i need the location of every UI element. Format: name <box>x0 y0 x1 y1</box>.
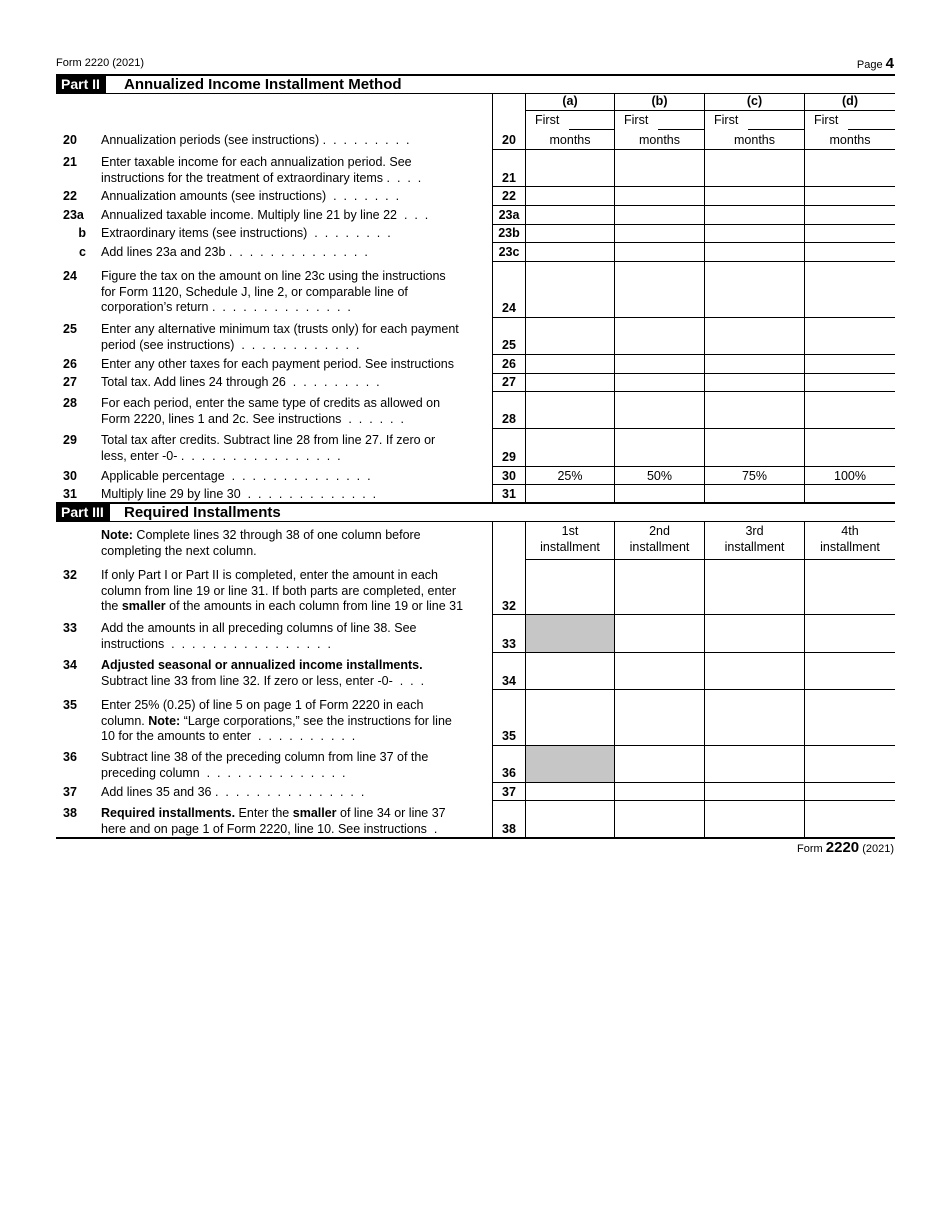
line-38-number: 38 <box>63 806 77 820</box>
line-22-text: Annualization amounts (see instructions) . . . . . . . <box>101 189 400 203</box>
line-23b-text: Extraordinary items (see instructions) . . . . . . . . <box>101 226 391 240</box>
line-27-text: Total tax. Add lines 24 through 26 . . . . . . . . . <box>101 375 380 389</box>
line-32-ref: 32 <box>502 599 516 613</box>
line-20-ref: 20 <box>502 133 516 147</box>
first-label-b: First <box>624 113 649 127</box>
part2-title: Annualized Income Installment Method <box>124 76 402 93</box>
installment-1-header: 1st installment <box>540 524 600 554</box>
row-rule-34 <box>492 689 895 690</box>
line-23a-text: Annualized taxable income. Multiply line 21 by line 22 . . . <box>101 208 429 222</box>
line-23a-ref: 23a <box>498 208 520 222</box>
line-35-ref: 35 <box>502 729 516 743</box>
column-b-header: (b) <box>651 94 668 108</box>
footer-form-number: 2220 <box>825 839 860 856</box>
line-33-ref: 33 <box>502 637 516 651</box>
first-blank-a[interactable] <box>569 129 614 130</box>
line-32-number: 32 <box>63 568 77 582</box>
line-37-number: 37 <box>63 785 77 799</box>
row-rule-24 <box>492 317 895 318</box>
line-25-text: Enter any alternative minimum tax (trusts only) for each payment period (see instructions) . . . . . . . . . . . . <box>101 322 459 352</box>
ref-col-left-rule <box>492 93 493 503</box>
line-27-number: 27 <box>63 375 77 389</box>
page-word: Page <box>856 59 883 71</box>
line-28-ref: 28 <box>502 412 516 426</box>
row-rule-36 <box>492 782 895 783</box>
p3-col-2-left-rule <box>614 521 615 838</box>
line-37-ref: 37 <box>502 785 516 799</box>
line-36-number: 36 <box>63 750 77 764</box>
row-rule-20 <box>492 149 895 150</box>
column-a-header: (a) <box>562 94 578 108</box>
line-22-ref: 22 <box>502 189 516 203</box>
part3-note: Note: Complete lines 32 through 38 of one column before completing the next column. <box>101 528 421 558</box>
first-label-a: First <box>535 113 560 127</box>
line-26-ref: 26 <box>502 357 516 371</box>
p3-col-4-left-rule <box>804 521 805 838</box>
row-rule-33 <box>492 652 895 653</box>
row-rule-27 <box>492 391 895 392</box>
row-rule-25 <box>492 354 895 355</box>
line-35-number: 35 <box>63 698 77 712</box>
line-29-text: Total tax after credits. Subtract line 28 from line 27. If zero or less, enter -0- . . . . . . . . . . . . . . . . <box>101 433 436 463</box>
row-rule-23a <box>492 224 895 225</box>
line-33-number: 33 <box>63 621 77 635</box>
col-d-left-rule <box>804 93 805 503</box>
months-label-c: months <box>734 133 775 147</box>
p3-col-1-left-rule <box>525 521 526 838</box>
line-30-percent-c: 75% <box>741 469 768 483</box>
line-30-text: Applicable percentage . . . . . . . . . . . . . . <box>101 469 371 483</box>
part2-header <box>56 75 895 94</box>
line-34-ref: 34 <box>502 674 516 688</box>
column-d-header: (d) <box>842 94 858 108</box>
line-34-text: Adjusted seasonal or annualized income installments. Subtract line 33 from line 32. If zero or less, enter -0- . . . <box>101 658 425 688</box>
line-37-text: Add lines 35 and 36 . . . . . . . . . . . . . . . <box>101 785 365 799</box>
line-28-number: 28 <box>63 396 77 410</box>
line-30-percent-d: 100% <box>834 469 866 483</box>
line-21-number: 21 <box>63 155 77 169</box>
installment-2-header: 2nd installment <box>629 524 690 554</box>
row-rule-26 <box>492 373 895 374</box>
line-22-number: 22 <box>63 189 77 203</box>
line-28-text: For each period, enter the same type of credits as allowed on Form 2220, lines 1 and 2c. See instructions . . . . . . <box>101 396 441 426</box>
line-20-text: Annualization periods (see instructions) . . . . . . . . . <box>101 133 410 147</box>
part3-header-bottom-rule <box>56 521 895 522</box>
row-rule-29 <box>492 466 895 467</box>
part3-tag: Part III <box>56 503 110 522</box>
line-23a-number: 23a <box>63 208 84 222</box>
row-rule-22 <box>492 205 895 206</box>
line-36-ref: 36 <box>502 766 516 780</box>
row-rule-28 <box>492 428 895 429</box>
line-26-number: 26 <box>63 357 77 371</box>
line-21-text: Enter taxable income for each annualization period. See instructions for the treatment of extraordinary items . . . . <box>101 155 422 185</box>
line-38-text: Required installments. Enter the smaller of line 34 or line 37 here and on page 1 of Form 2220, line 10. See instructions . <box>101 806 446 836</box>
first-blank-b[interactable] <box>658 129 704 130</box>
line-23b-ref: 23b <box>498 226 520 240</box>
line-30-ref: 30 <box>502 469 516 483</box>
line-26-text: Enter any other taxes for each payment period. See instructions <box>101 357 454 371</box>
line-23b-number: b <box>78 226 86 240</box>
line-24-text: Figure the tax on the amount on line 23c using the instructions for Form 1120, Schedule J, line 2, or comparable line of corporation’s return . . . . . . . . . . . . . . <box>101 269 446 314</box>
row-rule-37 <box>492 800 895 801</box>
row-rule-23c <box>492 261 895 262</box>
part3-header <box>56 503 895 522</box>
line-30-percent-a: 25% <box>557 469 583 483</box>
line-23c-number: c <box>79 245 86 259</box>
line-30-number: 30 <box>63 469 77 483</box>
line-20-number: 20 <box>63 133 77 147</box>
line-31-ref: 31 <box>502 487 516 501</box>
footer-year: (2021) <box>862 843 894 855</box>
part2-tag: Part II <box>56 75 106 94</box>
line-23c-ref: 23c <box>498 245 520 259</box>
line-33-text: Add the amounts in all preceding columns of line 38. See instructions . . . . . . . . . . . . . . . . <box>101 621 417 651</box>
line-33-shaded-cell <box>526 615 614 652</box>
footer-form-word: Form <box>797 843 823 855</box>
line-32-text: If only Part I or Part II is completed, enter the amount in each column from line 19 or line 31. If both parts are completed, enter the smaller of the amounts in each column from line 19 or line 31 <box>101 568 464 613</box>
line-24-number: 24 <box>63 269 77 283</box>
first-label-d: First <box>814 113 839 127</box>
line-24-ref: 24 <box>502 301 516 315</box>
line-25-ref: 25 <box>502 338 516 352</box>
row-rule-30 <box>492 484 895 485</box>
line-38-ref: 38 <box>502 822 516 836</box>
line-30-percent-b: 50% <box>646 469 673 483</box>
line-21-ref: 21 <box>502 171 516 185</box>
first-label-c: First <box>714 113 739 127</box>
line-34-number: 34 <box>63 658 77 672</box>
line-31-number: 31 <box>63 487 77 501</box>
line-23c-text: Add lines 23a and 23b . . . . . . . . . . . . . . <box>101 245 368 259</box>
form-footer <box>797 839 894 856</box>
first-blank-d[interactable] <box>848 129 895 130</box>
form-header-label: Form 2220 (2021) <box>56 57 145 69</box>
line-29-number: 29 <box>63 433 77 447</box>
months-label-a: months <box>549 133 591 147</box>
row-rule-23b <box>492 242 895 243</box>
column-c-header: (c) <box>746 94 763 108</box>
col-header-rule <box>525 110 895 111</box>
part3-title: Required Installments <box>124 504 281 521</box>
installment-4-header: 4th installment <box>820 524 880 554</box>
line-25-number: 25 <box>63 322 77 336</box>
part3-bottom-rule <box>56 837 895 839</box>
line-35-text: Enter 25% (0.25) of line 5 on page 1 of Form 2220 in each column. Note: “Large corporations,” see the instructions for line 10 for the amounts to enter . . . . . . . . . . <box>101 698 452 743</box>
months-label-d: months <box>829 133 871 147</box>
col-b-left-rule <box>614 93 615 503</box>
line-31-text: Multiply line 29 by line 30 . . . . . . . . . . . . . <box>101 487 377 501</box>
line-27-ref: 27 <box>502 375 516 389</box>
months-label-b: months <box>639 133 680 147</box>
first-blank-c[interactable] <box>748 129 804 130</box>
row-rule-21 <box>492 186 895 187</box>
page-number-label <box>857 55 894 72</box>
col-a-left-rule <box>525 93 526 503</box>
col-c-left-rule <box>704 93 705 503</box>
line-36-text: Subtract line 38 of the preceding column from line 37 of the preceding column . . . . . . . . . . . . . . <box>101 750 429 780</box>
p3-col-3-left-rule <box>704 521 705 838</box>
installment-3-header: 3rd installment <box>724 524 785 554</box>
line-29-ref: 29 <box>502 450 516 464</box>
p3-header-rule <box>525 559 895 560</box>
page-number: 4 <box>885 55 894 72</box>
line-36-shaded-cell <box>526 746 614 782</box>
